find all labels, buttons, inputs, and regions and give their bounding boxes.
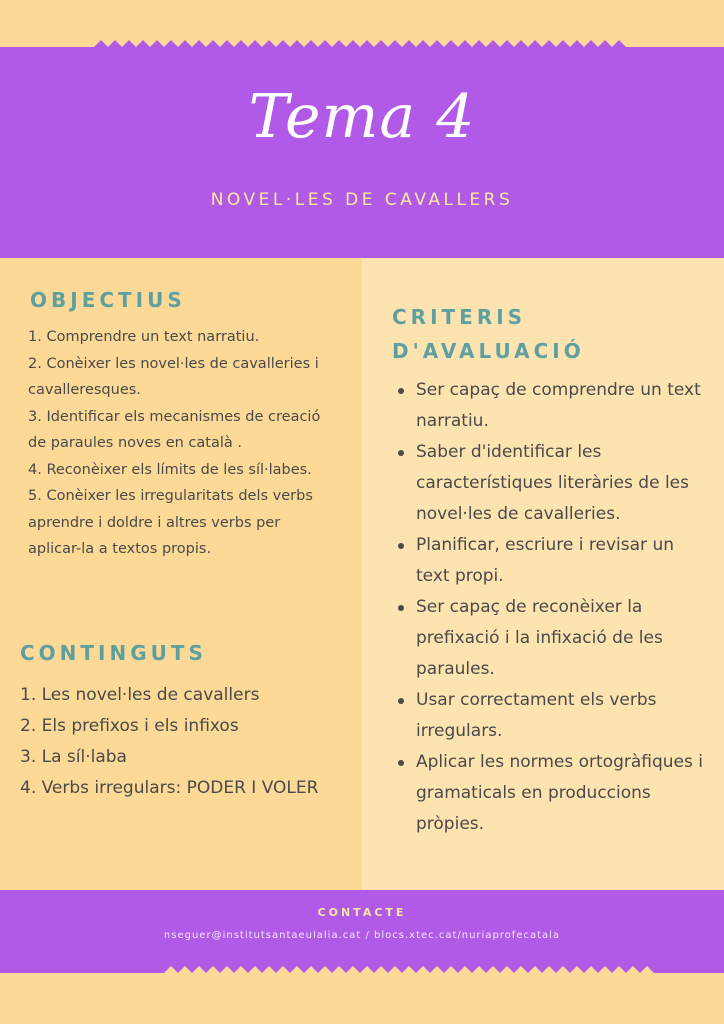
- criteris-item: Aplicar les normes ortogràfiques i gramaticals en produccions pròpies.: [416, 747, 706, 840]
- criteris-item: Saber d'identificar les característiques literàries de les novel·les de cavalleries.: [416, 437, 706, 530]
- objectius-item: 5. Conèixer les irregularitats dels verbs aprendre i doldre i altres verbs per aplicar-la a textos propis.: [28, 488, 313, 557]
- left-column: [0, 258, 362, 890]
- page-subtitle: NOVEL·LES DE CAVALLERS: [210, 190, 514, 210]
- objectius-heading: OBJECTIUS: [30, 288, 186, 312]
- objectius-item: 2. Conèixer les novel·les de cavalleries i cavalleresques.: [28, 355, 319, 398]
- continguts-item: 2. Els prefixos i els infixos: [20, 716, 239, 736]
- criteris-item: Ser capaç de reconèixer la prefixació i la infixació de les paraules.: [416, 592, 706, 685]
- header-banner: [0, 0, 724, 258]
- continguts-list: [20, 680, 320, 804]
- objectius-item: 1. Comprendre un text narratiu.: [28, 329, 260, 345]
- criteris-item: Planificar, escriure i revisar un text propi.: [416, 530, 706, 592]
- page-title: Tema 4: [248, 82, 476, 152]
- criteris-item: Ser capaç de comprendre un text narratiu.: [416, 375, 706, 437]
- objectius-list: [28, 324, 338, 563]
- continguts-heading: CONTINGUTS: [20, 641, 207, 665]
- objectius-item: 3. Identificar els mecanismes de creació de paraules noves en català .: [28, 408, 321, 451]
- contact-info[interactable]: nseguer@institutsantaeulalia.cat / blocs.xtec.cat/nuriaprofecatala: [163, 930, 561, 941]
- right-column: [362, 258, 724, 890]
- criteris-item: Usar correctament els verbs irregulars.: [416, 685, 706, 747]
- continguts-item: 4. Verbs irregulars: PODER I VOLER: [20, 778, 319, 798]
- criteris-heading: CRITERIS D'AVALUACIÓ: [392, 305, 585, 363]
- contact-label: CONTACTE: [317, 906, 407, 919]
- criteris-list: [416, 375, 706, 840]
- continguts-item: 1. Les novel·les de cavallers: [20, 685, 260, 705]
- continguts-item: 3. La síl·laba: [20, 747, 127, 767]
- footer-banner: [0, 890, 724, 980]
- objectius-item: 4. Reconèixer els límits de les síl·labes.: [28, 461, 312, 478]
